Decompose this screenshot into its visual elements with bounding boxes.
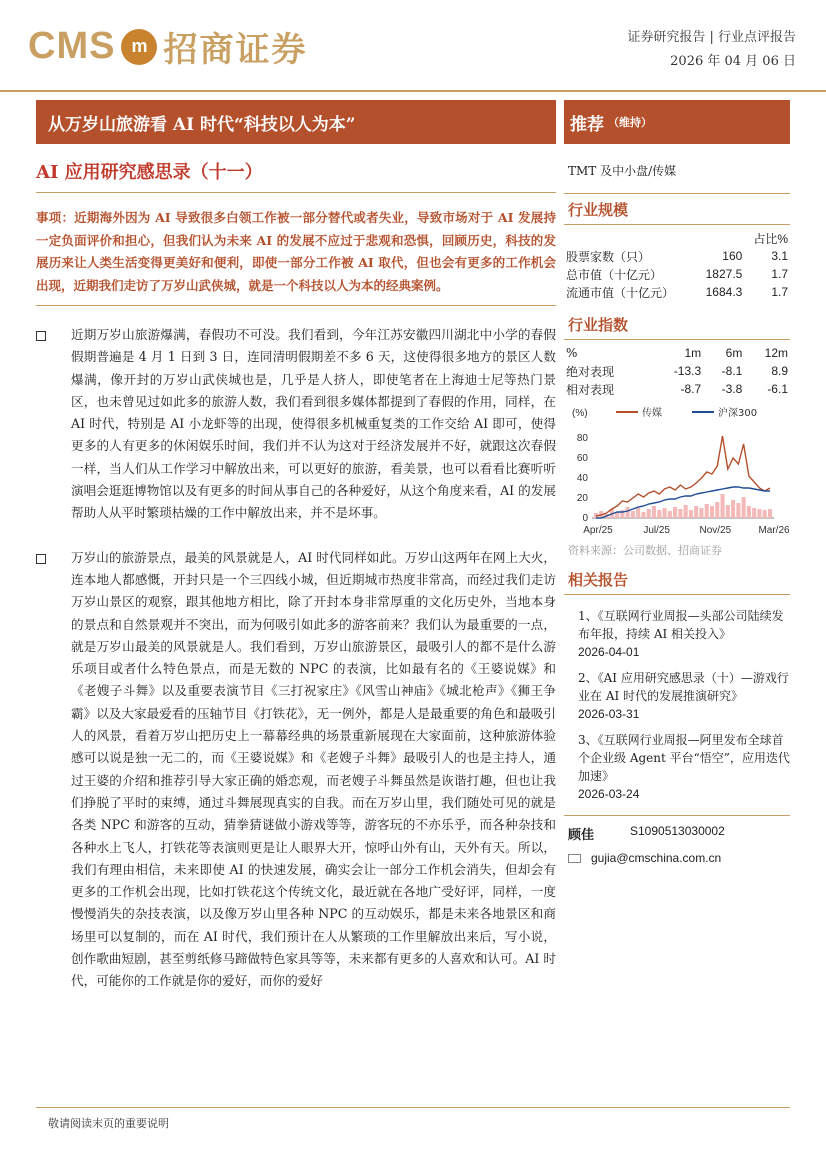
author-block: [564, 824, 790, 843]
related-text: 3、《互联网行业周报—阿里发布全球首个企业级 Agent 平台“悟空”，应用迭代加速》: [578, 733, 790, 783]
index-chart: [564, 400, 790, 540]
cms-logo: [28, 22, 307, 71]
volume-bar-31: [757, 509, 761, 518]
volume-bar-24: [720, 494, 724, 518]
mail-icon: [568, 854, 581, 863]
row-value: 1827.5: [705, 267, 743, 281]
author-divider: [564, 815, 790, 816]
volume-bar-26: [731, 500, 735, 518]
row-label: 股票家数（只）: [566, 249, 651, 264]
table-row: [564, 380, 790, 398]
scale-title: 行业规模: [568, 201, 629, 219]
checkbox-bullet-icon: [36, 554, 46, 564]
paragraph-text: 近期万岁山旅游爆满，春假功不可没。我们看到，今年江苏安徽四川湖北中小学的春假假期普遍是 4 月 1 日到 3 日，连同清明假期差不多 6 天，这使得很多地方的景区人数爆满，像开封的万岁山武侠城也是，几乎是人挤人，即使笔者在上海迪士尼等热门景区，也未曾见过如此多的旅游人数，我们看到很多媒体都提到了春假的作用，同样，在 AI 时代，特别是 AI 小龙虾等的出现，使得很多机械重复类的工作交给 AI 即可，使得更多的人有更多的休闲娱乐时间，我们并不认为这对于经济发展并不好，就跟这次春假一样，当人们从工作学习中解放出来，可以更好的旅游，看美景，也可以看看比赛听听演唱会逛逛博物馆以及有更多的时间从事自己的各种爱好，从这个角度来看，AI 的发展帮助人从平时繁琐枯燥的工作中解放出来，并不是坏事。: [71, 327, 556, 521]
logo-badge-icon: m: [121, 29, 157, 65]
volume-bar-9: [641, 512, 645, 518]
main-column: [36, 100, 556, 993]
list-item[interactable]: [578, 607, 790, 661]
row-value: 1684.3: [705, 285, 743, 299]
volume-bar-28: [742, 497, 746, 518]
author-email-row[interactable]: [564, 851, 790, 865]
volume-bar-10: [647, 509, 651, 518]
footer-note: 敬请阅读末页的重要说明: [48, 1117, 169, 1130]
index-table: [564, 344, 790, 398]
volume-bar-14: [668, 511, 672, 518]
y-tick-label-0: 0: [582, 513, 588, 524]
volume-bar-11: [652, 506, 656, 518]
x-tick-label-1: Jul/25: [643, 525, 671, 536]
row-label: 绝对表现: [566, 364, 615, 379]
volume-bar-20: [699, 508, 703, 518]
related-date: 2026-03-31: [578, 707, 640, 721]
summary-block: 事项：近期海外因为 AI 导致很多白领工作被一部分替代或者失业，导致市场对于 AI 发展持一定负面评价和担心，但我们认为未来 AI 的发展不应过于悲观和恐惧，回顾历史，科技的发展历来让人类生活变得更美好和便利，即使一部分工作被 AI 取代，但也会有更多的工作机会出现，近期我们走访了万岁山武侠城，就是一个科技以人为本的经典案例。: [36, 210, 556, 293]
index-title: 行业指数: [568, 316, 629, 334]
row-value: 160: [722, 249, 743, 263]
y-axis-label: (%): [572, 408, 588, 419]
related-title: 相关报告: [568, 571, 629, 589]
related-date: 2026-03-24: [578, 787, 640, 801]
table-row: [564, 247, 790, 265]
checkbox-bullet-icon: [36, 331, 46, 341]
row-value: -6.1: [767, 382, 788, 396]
related-text: 2、《AI 应用研究感思录（十）—游戏行业在 AI 时代的发展推演研究》: [578, 671, 789, 703]
volume-bar-7: [631, 511, 635, 518]
head-cell: 6m: [725, 346, 743, 360]
volume-bar-8: [636, 508, 640, 518]
related-divider: [564, 594, 790, 595]
related-text: 1、《互联网行业周报—头部公司陆续发布年报，持续 AI 相关投入》: [578, 609, 784, 641]
logo-cn-text: 招商证券: [163, 30, 308, 70]
paragraph-text: 万岁山的旅游景点，最美的风景就是人，AI 时代同样如此。万岁山这两年在网上大火，连本地人都感慨，开封只是一个三四线小城，但近期城市热度非常高，而经过我们走访万岁山景区的观察，跟其他地方相比，除了开封本身非常厚重的文化历史外，当地本身的景点和自然景观并不突出，而为何吸引如此多的游客前来？我们认为最重要的一点，就是万岁山最美的风景就是人。我们看到，万岁山旅游景区，最吸引人的都不是什么游乐项目或者什么特色景点，而是无数的 NPC 的表演，比如最有名的《王婆说媒》和《老嫂子斗舞》以及重要表演节目《三打祝家庄》《风雪山神庙》《城北枪声》《狮王争霸》以及大家最爱看的压轴节目《打铁花》，无一例外，都是人是最重要的角色和最吸引人的风景，看着万岁山把历史上一幕幕经典的场景重新展现在大家面前，这种旅游体验感可以说是独一无二的，而《王婆说媒》和《老嫂子斗舞》最吸引人的也是主持人，通过王婆的介绍和推荐引导大家正确的婚恋观，而老嫂子斗舞虽然是诙谐打趣，但也让我们挣脱了平时的束缚，通过斗舞展现真实的自我。而在万岁山里，我们随处可见的就是各类 NPC 和游客的互动，猜拳猜谜做小游戏等等，游客玩的不亦乐乎，而各种杂技和各种水上飞人，打铁花等表演则更是让人眼界大开，惊呼山外有山，天外有天。所以，我们有理由相信，未来即使 AI 的快速发展，确实会让一部分工作机会消失，但却会有更多的工作机会出现，比如打铁花这个传统文化，最近就在各地广受好评，同样，一度慢慢消失的杂技表演，以及像万岁山里各种 NPC 的互动娱乐，都是未来各地景区和商场里可以复制的，而在 AI 时代，我们预计在人从繁琐的工作里解放出来后，写小说，创作歌曲短剧，甚至剪纸修马蹄做特色家具等等，未来都有更多的人喜欢和认可。AI 时代，可能你的工作就是你的爱好，而你的爱好: [71, 549, 556, 989]
report-subtitle: AI 应用研究感思录（十一）: [36, 162, 263, 183]
volume-bar-25: [726, 505, 730, 518]
volume-bar-27: [736, 503, 740, 518]
index-divider: [564, 339, 790, 340]
table-row: [564, 229, 790, 247]
sidebar: [564, 100, 790, 865]
report-title: 从万岁山旅游看 AI 时代“科技以人为本”: [36, 100, 556, 144]
x-tick-label-0: Apr/25: [583, 525, 613, 536]
volume-bar-33: [768, 509, 772, 518]
row-pct: 1.7: [771, 285, 788, 299]
volume-bar-23: [715, 502, 719, 518]
rating-bar: [564, 100, 790, 144]
volume-bar-30: [752, 508, 756, 518]
scale-head: 占比%: [753, 231, 788, 246]
footer-divider: [36, 1107, 790, 1108]
row-value: -8.1: [721, 364, 743, 378]
subtitle-divider: [36, 192, 556, 193]
table-row: [564, 344, 790, 362]
table-row: [564, 265, 790, 283]
volume-bar-22: [710, 506, 714, 518]
table-row: [564, 362, 790, 380]
row-pct: 1.7: [771, 267, 788, 281]
index-chart-svg: [564, 400, 790, 540]
paragraph-1: [36, 324, 556, 525]
row-value: -8.7: [680, 382, 702, 396]
scale-table: [564, 229, 790, 301]
row-pct: 3.1: [771, 249, 788, 263]
author-email[interactable]: gujia@cmschina.com.cn: [591, 851, 722, 865]
volume-bar-15: [673, 507, 677, 518]
y-tick-label-4: 80: [576, 433, 588, 444]
volume-bar-18: [689, 510, 693, 518]
table-row: [564, 283, 790, 301]
summary-divider: [36, 305, 556, 306]
row-value: 8.9: [771, 364, 788, 378]
row-value: -13.3: [673, 364, 702, 378]
author-id: S1090513030002: [630, 824, 725, 838]
list-item[interactable]: [578, 731, 790, 803]
head-cell: 12m: [764, 346, 788, 360]
page-header: [0, 0, 826, 92]
rating-label: 推荐: [570, 114, 604, 135]
legend-label-1: 沪深300: [718, 408, 758, 419]
paragraph-2: [36, 547, 556, 993]
y-tick-label-2: 40: [576, 473, 588, 484]
volume-bar-16: [678, 509, 682, 518]
volume-bar-17: [684, 505, 688, 518]
volume-bar-29: [747, 506, 751, 518]
y-tick-label-1: 20: [576, 493, 588, 504]
report-type: 证券研究报告 | 行业点评报告: [627, 30, 796, 45]
logo-cms-text: CMS: [28, 25, 116, 67]
row-value: -3.8: [721, 382, 743, 396]
rating-note: （维持）: [608, 116, 652, 129]
related-date: 2026-04-01: [578, 645, 640, 659]
volume-bar-6: [626, 507, 630, 518]
volume-bar-32: [763, 510, 767, 518]
head-cell: 1m: [684, 346, 702, 360]
row-label: 总市值（十亿元）: [566, 267, 663, 282]
sector-label: TMT 及中小盘/传媒: [568, 164, 677, 178]
head-cell: %: [566, 346, 578, 360]
author-name: 顾佳: [568, 828, 595, 843]
row-label: 相对表现: [566, 382, 615, 397]
legend-label-0: 传媒: [642, 408, 662, 419]
volume-bar-21: [705, 504, 709, 518]
volume-bar-12: [657, 510, 661, 518]
x-tick-label-2: Nov/25: [699, 525, 732, 536]
x-tick-label-3: Mar/26: [758, 525, 790, 536]
chart-source: 资料来源：公司数据、招商证券: [568, 544, 722, 557]
scale-divider: [564, 224, 790, 225]
volume-bar-19: [694, 506, 698, 518]
row-label: 流通市值（十亿元）: [566, 285, 675, 300]
header-divider: [0, 90, 826, 92]
report-date: 2026 年 04 月 06 日: [670, 54, 796, 69]
volume-bar-13: [662, 508, 666, 518]
related-list: [564, 607, 790, 803]
list-item[interactable]: [578, 669, 790, 723]
y-tick-label-3: 60: [576, 453, 588, 464]
